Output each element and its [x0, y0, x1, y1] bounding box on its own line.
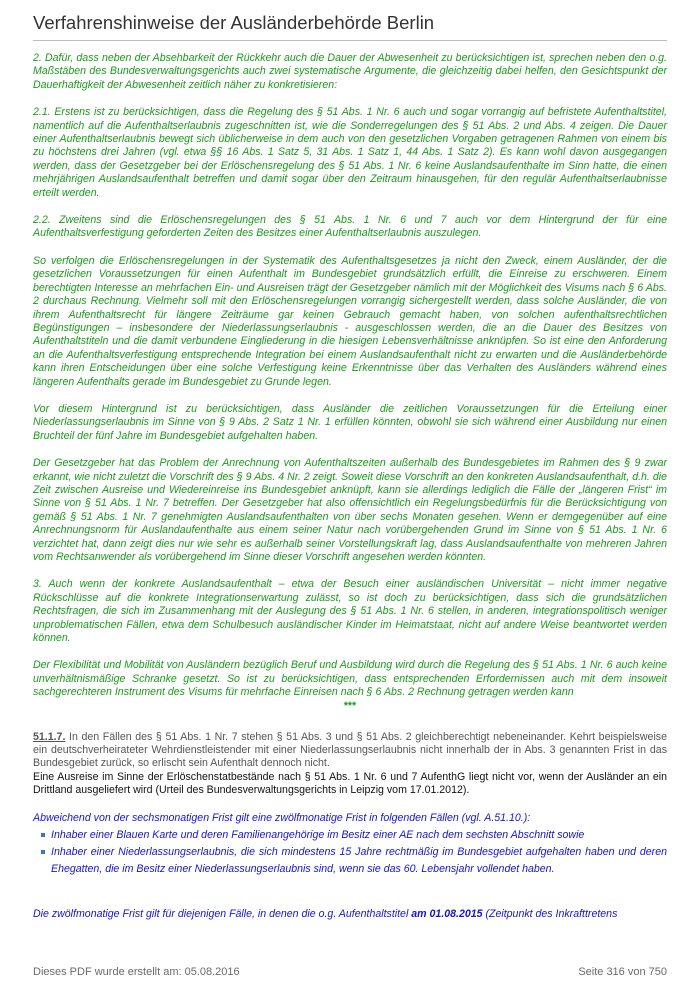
paragraph: [33, 908, 667, 921]
created-date: Dieses PDF wurde erstellt am: 05.08.2016: [33, 966, 240, 978]
page-number: Seite 316 von 750: [578, 966, 667, 978]
list-item-text: Inhaber einer Niederlassungserlaubnis, die sich mindestens 15 Jahre rechtmäßig im Bundesgebiet aufgehalten haben und deren Ehegatten, die im Besitz einer Niederlassungserlaubnis sind, wenn sie das 60. Lebensjahr vollendet haben.: [51, 846, 667, 876]
section-separator: ***: [343, 699, 357, 712]
list-item: [33, 827, 667, 844]
text-fragment: (Zeitpunkt des Inkrafttretens: [482, 908, 618, 921]
list-item-text: Inhaber einer Blauen Karte und deren Familienangehörige im Besitz einer AE nach dem sechsten Abschnitt sowie: [51, 829, 585, 842]
paragraph: Abweichend von der sechsmonatigen Frist gilt eine zwölfmonatige Frist in folgenden Fällen (vgl. A.51.10.):: [33, 811, 531, 824]
page-header: Verfahrenshinweise der Ausländerbehörde Berlin: [33, 12, 667, 41]
highlighted-date: am 01.08.2015: [411, 908, 483, 921]
paragraph: Der Gesetzgeber hat das Problem der Anrechnung von Aufenthaltszeiten außerhalb des Bundesgebietes im Rahmen des § 9 zwar erkannt, wie nicht zuletzt die Vorschrift des § 9 Abs. 4 Nr. 2 zeigt. Soweit diese Vorschrift an den konkreten Auslandsaufenthalt, d.h. die Zeit zwischen Ausreise und Wiedereinreise ins Bundesgebiet anknüpft, kann sie allerdings lediglich die Fälle der „längeren Frist“ im Sinne von § 51 Abs. 1 Nr. 7 betreffen. Der Gesetzgeber hat also offensichtlich ein Regelungsbedürfnis für die Berücksichtigung von gemäß § 51 Abs. 1 Nr. 7 genehmigten Auslandsaufenthalten von über sechs Monaten gesehen. Wenn er demgegenüber auf eine Anrechnungsnorm für Auslandaufenthalte aus einem seiner Natur nach vorübergehenden Grund im Sinne von § 51 Abs. 1 Nr. 6 verzichtet hat, dann zeigt dies nur wie sehr es außerhalb seiner Vorstellungskraft lag, dass Auslandsaufenthalte von mehreren Jahren vom Rechtsanwender als vorübergehend im Sinne dieser Vorschrift angesehen werden könnten.: [33, 457, 667, 563]
paragraph: 2.2. Zweitens sind die Erlöschensregelungen des § 51 Abs. 1 Nr. 6 und 7 auch vor dem Hintergrund der für eine Aufenthaltsverfestigung geforderten Zeiten des Besitzes einer Aufenthaltserlaubnis auszulegen.: [33, 214, 667, 240]
document-body: [33, 52, 667, 936]
paragraph: Eine Ausreise im Sinne der Erlöschenstatbestände nach § 51 Abs. 1 Nr. 6 und 7 AufenthG liegt nicht vor, wenn der Ausländer an ein Drittland ausgeliefert wird (Urteil des Bundesverwaltungsgerichts in Leipzig vom 17.01.2012).: [33, 770, 667, 797]
bullet-icon: [41, 850, 45, 854]
paragraph: 3. Auch wenn der konkrete Auslandsaufenthalt – etwa der Besuch einer ausländischen Universität – nicht immer negative Rückschlüsse auf die konkrete Integrationserwartung zulässt, so ist doch zu berücksichtigen, dass sich die grundsätzlichen Rechtsfragen, die sich im Zusammenhang mit der Auslegung des § 51 Abs. 1 Nr. 6 stellen, in anderen, integrationspolitisch weniger unproblematischen Fällen, etwa dem Schulbesuch ausländischer Kinder im Heimatstaat, nicht auf andere Weise beantwortet werden können.: [33, 578, 667, 645]
text-fragment: Die zwölfmonatige Frist gilt für diejenigen Fälle, in denen die o.g. Aufenthaltstitel: [33, 908, 412, 921]
list-item: [33, 844, 667, 878]
section-text: In den Fällen des § 51 Abs. 1 Nr. 7 stehen § 51 Abs. 3 und § 51 Abs. 2 gleichberechtigt nebeneinander. Kehrt beispielsweise ein deutschverheirateter Wehrdienstleistender mit einer Niederlassungserlaubnis nicht innerhalb der in Abs. 3 genannten Frist in das Bundesgebiet zurück, so erlischt sein Aufenthalt dennoch nicht.: [33, 730, 667, 770]
paragraph: 2.1. Erstens ist zu berücksichtigen, dass die Regelung des § 51 Abs. 1 Nr. 6 auch und sogar vorrangig auf befristete Aufenthaltstitel, namentlich auf die Aufenthaltserlaubnis zugeschnitten ist, wie die Sonderregelungen des § 51 Abs. 2 und Abs. 4 zeigen. Die Dauer einer Aufenthaltserlaubnis bewegt sich üblicherweise in dem auch von den gesetzlichen Vorgaben getragenen Rahmen von einem bis zu höchstens drei Jahren (vgl. etwa §§ 16 Abs. 1 Satz 5, 31 Abs. 1 Satz 1, 44 Abs. 1 Satz 2). Es kann wohl davon ausgegangen werden, dass der Gesetzgeber bei der Erlöschensregelung des § 51 Abs. 1 Nr. 6 keine Auslandsaufenthalte im Sinn hatte, die einen mehrjährigen Auslandsaufenthalt betreffen und damit sogar über den Zeitraum hinausgehen, für den regulär Aufenthaltserlaubnisse erteilt werden.: [33, 106, 667, 199]
bullet-list: [33, 827, 667, 878]
section-number: 51.1.7.: [33, 730, 66, 743]
bullet-icon: [41, 833, 45, 837]
section-51-1-7: [33, 731, 667, 771]
paragraph: Vor diesem Hintergrund ist zu berücksichtigen, dass Ausländer die zeitlichen Voraussetzungen für die Erteilung einer Niederlassungserlaubnis im Sinne von § 9 Abs. 2 Satz 1 Nr. 1 erfüllen könnten, obwohl sie sich während einer Ausbildung nur einen Bruchteil der fünf Jahre im Bundesgebiet aufgehalten haben.: [33, 402, 667, 442]
paragraph: Der Flexibilität und Mobilität von Ausländern bezüglich Beruf und Ausbildung wird durch die Regelung des § 51 Abs. 1 Nr. 6 auch keine unverhältnismäßige Schranke gesetzt. So ist zu berücksichtigen, dass entsprechenden Erfordernissen auch mit dem insoweit sachgerechteren Instrument des Visums für mehrfache Einreisen nach § 6 Abs. 2 Rechnung getragen werden kann: [33, 659, 667, 699]
paragraph: So verfolgen die Erlöschensregelungen in der Systematik des Aufenthaltsgesetzes ja nicht den Zweck, einem Ausländer, der die gesetzlichen Voraussetzungen für einen Aufenthalt im Bundesgebiet grundsätzlich erfüllt, die Einreise zu erschweren. Einem berechtigten Interesse an mehrfachen Ein- und Ausreisen trägt der Gesetzgeber nämlich mit der Möglichkeit des Visums nach § 6 Abs. 2 durchaus Rechnung. Vielmehr soll mit den Erlöschensregelungen vorrangig sichergestellt werden, dass solche Ausländer, die von ihrem Aufenthaltsrecht für längere Zeiträume gar keinen Gebrauch gemacht haben, von solchen aufenthaltsrechtlichen Begünstigungen – insbesondere der Niederlassungserlaubnis - ausgeschlossen werden, die an die Dauer des Besitzes von Aufenthaltstiteln und die damit verbundene Eingliederung in die hiesigen Lebensverhältnisse anknüpfen. So ist eine den Anforderung an die Aufenthaltsverfestigung entsprechende Integration bei einem Auslandsaufenthalt nicht zu erwarten und die Ausländerbehörde kann ihren Entscheidungen über eine solche Verfestigung keine Erkenntnisse über das Verhalten des Ausländers während eines längeren Aufenthalts gerade im Bundesgebiet zu Grunde legen.: [33, 254, 667, 388]
paragraph: 2. Dafür, dass neben der Absehbarkeit der Rückkehr auch die Dauer der Abwesenheit zu berücksichtigen ist, sprechen neben den o.g. Maßstäben des Bundesverwaltungsgerichts auch zwei systematische Argumente, die gleichzeitig dabei helfen, den Gesichtspunkt der Dauerhaftigkeit der Abwesenheit zeitlich näher zu konkretisieren:: [33, 52, 667, 91]
